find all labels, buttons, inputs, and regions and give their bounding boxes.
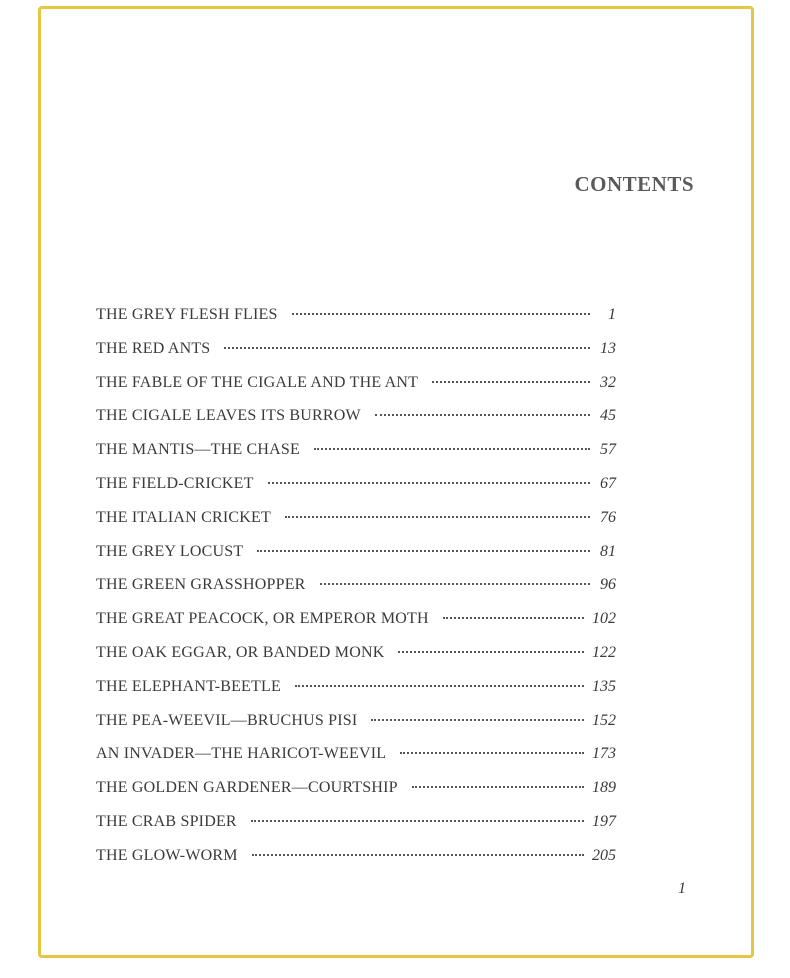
toc-entry-title: THE MANTIS—THE CHASE [96,441,300,459]
toc-entry-title: THE CRAB SPIDER [96,812,237,830]
dot-leader [268,482,590,484]
dot-leader [398,651,584,653]
toc-entry[interactable] [96,610,616,644]
toc-entry-page-number: 76 [600,508,616,526]
dot-leader [257,550,590,552]
toc-entry-page-number: 32 [600,373,616,391]
dot-leader [314,448,590,450]
toc-entry[interactable] [96,678,616,712]
toc-entry-title: THE GREY LOCUST [96,542,244,560]
toc-entry-title: THE GREY FLESH FLIES [96,306,278,323]
toc-entry[interactable] [96,847,616,881]
toc-entry[interactable] [96,340,616,374]
dot-leader [251,820,584,822]
dot-leader [443,617,584,619]
toc-entry[interactable] [96,509,616,543]
dot-leader [224,347,590,349]
dot-leader [292,313,590,315]
toc-entry-page-number: 173 [592,745,616,763]
toc-entry[interactable] [96,441,616,475]
toc-entry[interactable] [96,712,616,746]
toc-entry[interactable] [96,576,616,610]
toc-entry-title: THE OAK EGGAR, OR BANDED MONK [96,643,385,661]
toc-entry-title: THE FIELD-CRICKET [96,474,254,492]
toc-entry-title: THE GOLDEN GARDENER—COURTSHIP [96,779,398,797]
toc-entry-title: AN INVADER—THE HARICOT-WEEVIL [96,745,387,763]
toc-entry[interactable] [96,543,616,577]
toc-entry-page-number: 122 [592,643,616,661]
toc-entry-title: THE FABLE OF THE CIGALE AND THE ANT [96,373,419,391]
dot-leader [252,854,584,856]
toc-entry-page-number: 189 [592,779,616,797]
toc-entry-page-number: 57 [600,441,616,459]
toc-entry-title: THE GREAT PEACOCK, OR EMPEROR MOTH [96,610,429,628]
dot-leader [320,583,590,585]
toc-entry-title: THE ELEPHANT-BEETLE [96,677,281,695]
toc-entry-title: THE RED ANTS [96,339,211,357]
toc-entry-title: THE PEA-WEEVIL—BRUCHUS PISI [96,711,358,729]
toc-entry-page-number: 13 [600,339,616,357]
dot-leader [412,786,584,788]
dot-leader [295,685,584,687]
page-number: 1 [678,880,686,897]
toc-entry[interactable] [96,779,616,813]
toc-entry-page-number: 45 [600,407,616,425]
toc-entry[interactable] [96,306,616,340]
toc-entry[interactable] [96,374,616,408]
toc-entry[interactable] [96,475,616,509]
toc-entry[interactable] [96,745,616,779]
dot-leader [371,719,584,721]
toc-entry-title: THE GLOW-WORM [96,846,238,864]
dot-leader [432,381,590,383]
toc-entry-title: THE CIGALE LEAVES ITS BURROW [96,407,361,425]
toc-entry-page-number: 96 [600,576,616,594]
toc-entry-page-number: 1 [608,306,616,323]
toc-entry[interactable] [96,407,616,441]
toc-entry-page-number: 81 [600,542,616,560]
toc-entry-page-number: 135 [592,677,616,695]
toc-entry-page-number: 67 [600,474,616,492]
table-of-contents [96,306,616,881]
toc-entry-page-number: 102 [592,610,616,628]
toc-entry-title: THE ITALIAN CRICKET [96,508,271,526]
toc-entry[interactable] [96,644,616,678]
dot-leader [375,414,590,416]
toc-entry-page-number: 205 [592,846,616,864]
toc-entry-page-number: 197 [592,812,616,830]
toc-entry-page-number: 152 [592,711,616,729]
dot-leader [400,752,584,754]
dot-leader [285,516,590,518]
page-title: CONTENTS [574,172,694,196]
toc-entry-title: THE GREEN GRASSHOPPER [96,576,306,594]
toc-entry[interactable] [96,813,616,847]
